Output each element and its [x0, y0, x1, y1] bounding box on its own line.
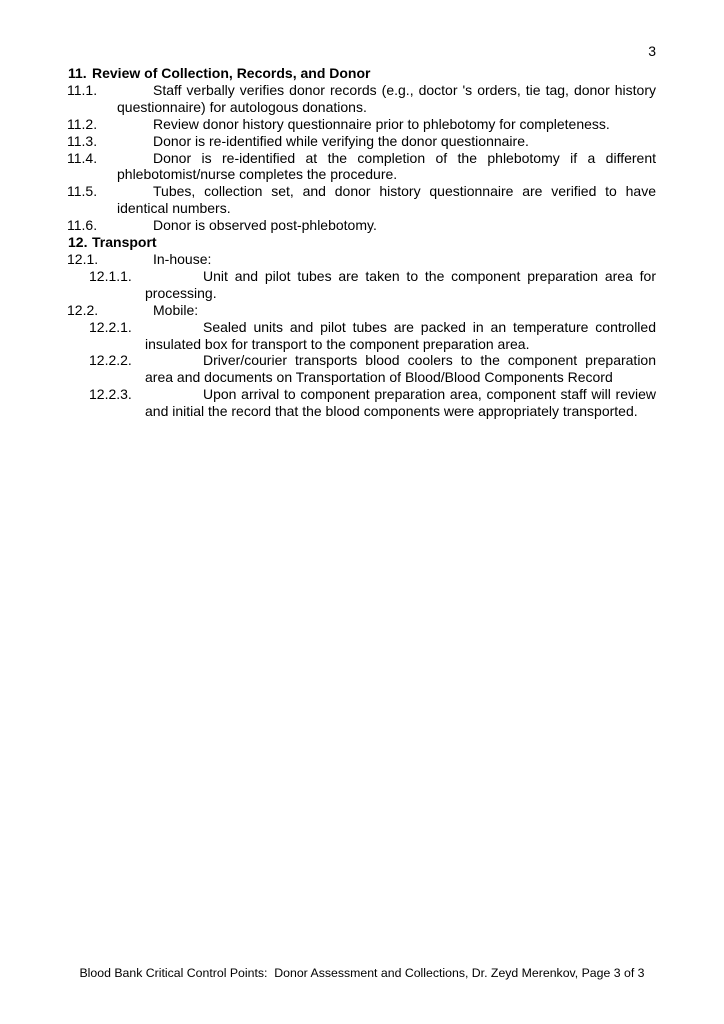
- page-number: 3: [648, 43, 656, 59]
- item-text: Upon arrival to component preparation area, component staff will review and initial the record that the blood components were appropriately transported.: [145, 386, 656, 420]
- list-item: [68, 386, 656, 420]
- section-heading: [68, 234, 656, 251]
- item-text: Driver/courier transports blood coolers to the component preparation area and documents on Transportation of Blood/Blood Components Record: [145, 352, 656, 386]
- item-text: Tubes, collection set, and donor history questionnaire are verified to have identical numbers.: [117, 183, 656, 217]
- item-number: 11.4.: [67, 149, 98, 166]
- item-number: 12.1.1.: [89, 267, 132, 284]
- item-number: 12.2.2.: [89, 352, 132, 369]
- section-number: 11.: [68, 65, 87, 81]
- page-footer: Blood Bank Critical Control Points: Donor Assessment and Collections, Dr. Zeyd Merenkov, Page 3 of 3: [79, 966, 645, 980]
- item-number: 12.1.: [67, 250, 99, 267]
- item-number: 11.1.: [67, 81, 98, 98]
- document-content: [68, 65, 656, 420]
- section-heading: [68, 65, 656, 82]
- list-item: [68, 251, 656, 268]
- list-item: [68, 183, 656, 217]
- item-number: 12.2.: [67, 301, 99, 318]
- list-item: [68, 302, 656, 319]
- section-title: Transport: [92, 234, 157, 251]
- list-item: [68, 150, 656, 184]
- item-number: 11.3.: [67, 132, 98, 149]
- item-text: Review donor history questionnaire prior to phlebotomy for completeness.: [153, 115, 610, 132]
- list-item: [68, 116, 656, 133]
- item-number: 11.2.: [67, 115, 98, 132]
- list-item: [68, 82, 656, 116]
- item-number: 12.2.1.: [89, 318, 132, 335]
- item-text: Sealed units and pilot tubes are packed in an temperature controlled insulated box for transport to the component preparation area.: [145, 318, 656, 352]
- item-text: Donor is re-identified while verifying the donor questionnaire.: [153, 132, 529, 149]
- list-item: [68, 319, 656, 353]
- list-item: [68, 268, 656, 302]
- section-number: 12.: [68, 234, 88, 251]
- item-text: Mobile:: [153, 301, 199, 318]
- list-item: [68, 217, 656, 234]
- item-text: Donor is re-identified at the completion of the phlebotomy if a different phlebotomist/nurse completes the procedure.: [117, 149, 656, 183]
- list-item: [68, 133, 656, 150]
- section-title: Review of Collection, Records, and Donor: [92, 65, 371, 81]
- item-text: Unit and pilot tubes are taken to the component preparation area for processing.: [145, 267, 656, 301]
- item-number: 11.6.: [67, 217, 98, 234]
- list-item: [68, 352, 656, 386]
- item-number: 11.5.: [67, 183, 98, 200]
- item-text: Donor is observed post-phlebotomy.: [153, 217, 377, 234]
- item-number: 12.2.3.: [89, 386, 132, 403]
- item-text: Staff verbally verifies donor records (e.g., doctor 's orders, tie tag, donor history questionnaire) for autologous donations.: [117, 81, 656, 115]
- item-text: In-house:: [153, 250, 212, 267]
